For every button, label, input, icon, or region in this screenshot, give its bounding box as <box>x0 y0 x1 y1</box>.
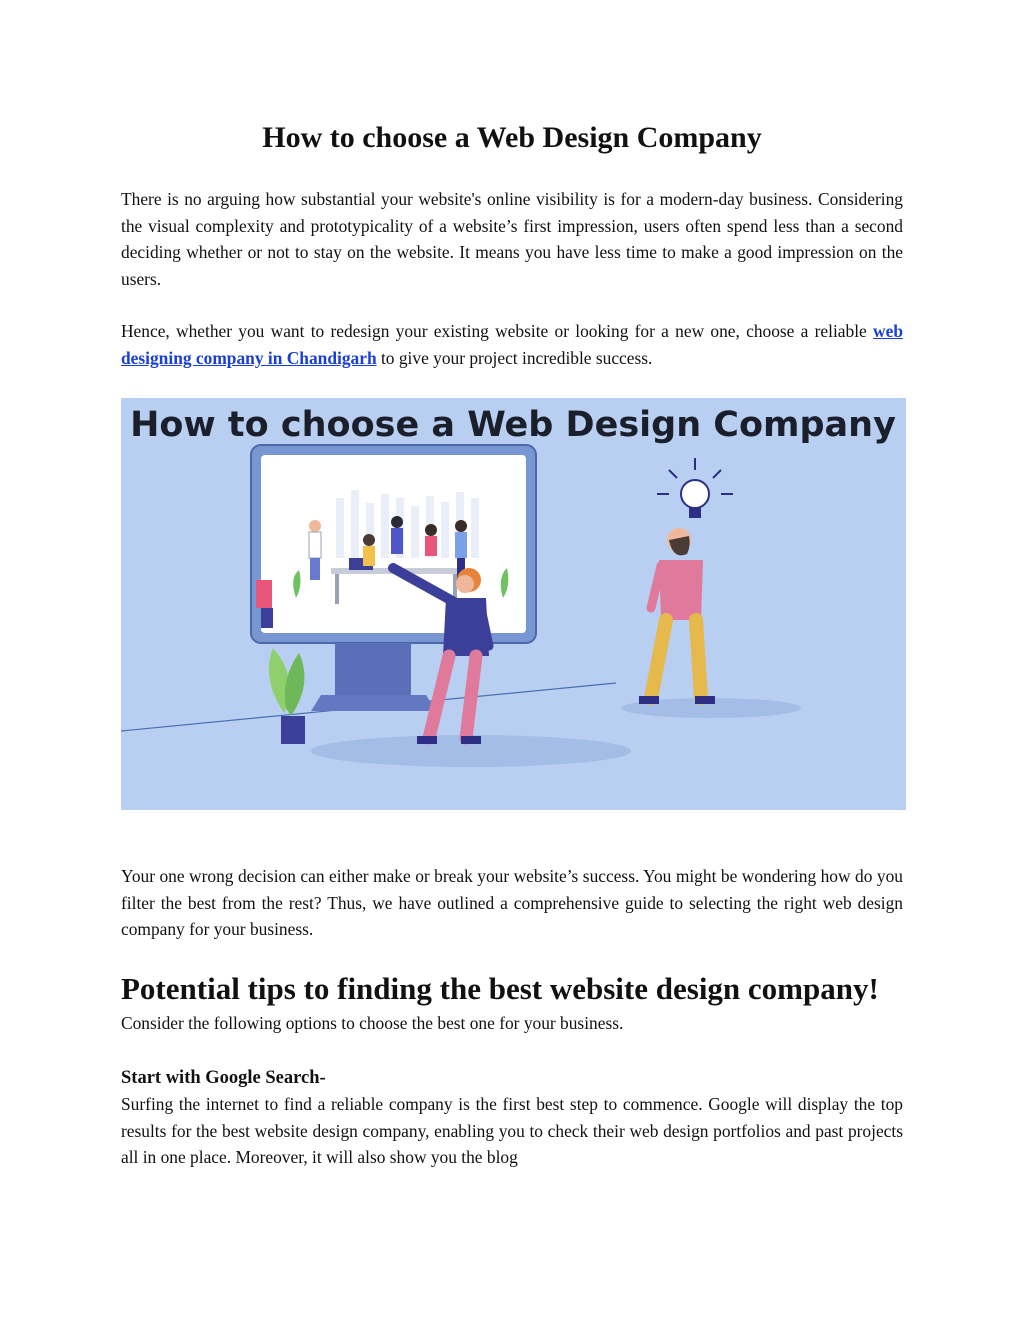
intro-paragraph-1: There is no arguing how substantial your website's online visibility is for a modern-day business. Considering the visual complexity and prototypicality of a website’s first impression, users often spend less than a second deciding whether or not to stay on the website. It means you have less time to make a good impression on the users. <box>121 189 903 289</box>
page-title: How to choose a Web Design Company <box>262 121 762 154</box>
body-paragraph-1: Your one wrong decision can either make or break your website’s success. You might be wondering how do you filter the best from the rest? Thus, we have outlined a comprehensive guide to selecting the right web design company for your business. <box>121 866 903 939</box>
subsection-title: Start with Google Search- <box>121 1068 326 1088</box>
intro-paragraph-2-start: Hence, whether you want to redesign your existing website or looking for a new one, choose a reliable <box>121 321 874 341</box>
body-paragraph-2: Surfing the internet to find a reliable company is the first best step to commence. Google will display the top results for the best website design company, enabling you to check their web design portfolios and past projects all in one place. Moreover, it will also show you the blog <box>121 1094 903 1167</box>
intro-paragraph-2-end: to give your project incredible success. <box>376 347 653 368</box>
hero-illustration <box>121 398 906 810</box>
hero-banner-title: How to choose a Web Design Company <box>130 405 896 445</box>
intro-paragraph-2 <box>121 318 903 371</box>
section-heading: Potential tips to finding the best website design company! <box>121 971 879 1006</box>
section-subheading: Consider the following options to choose the best one for your business. <box>121 1013 624 1033</box>
web-designing-company-link[interactable]: web designing company in Chandigarh <box>121 321 903 368</box>
